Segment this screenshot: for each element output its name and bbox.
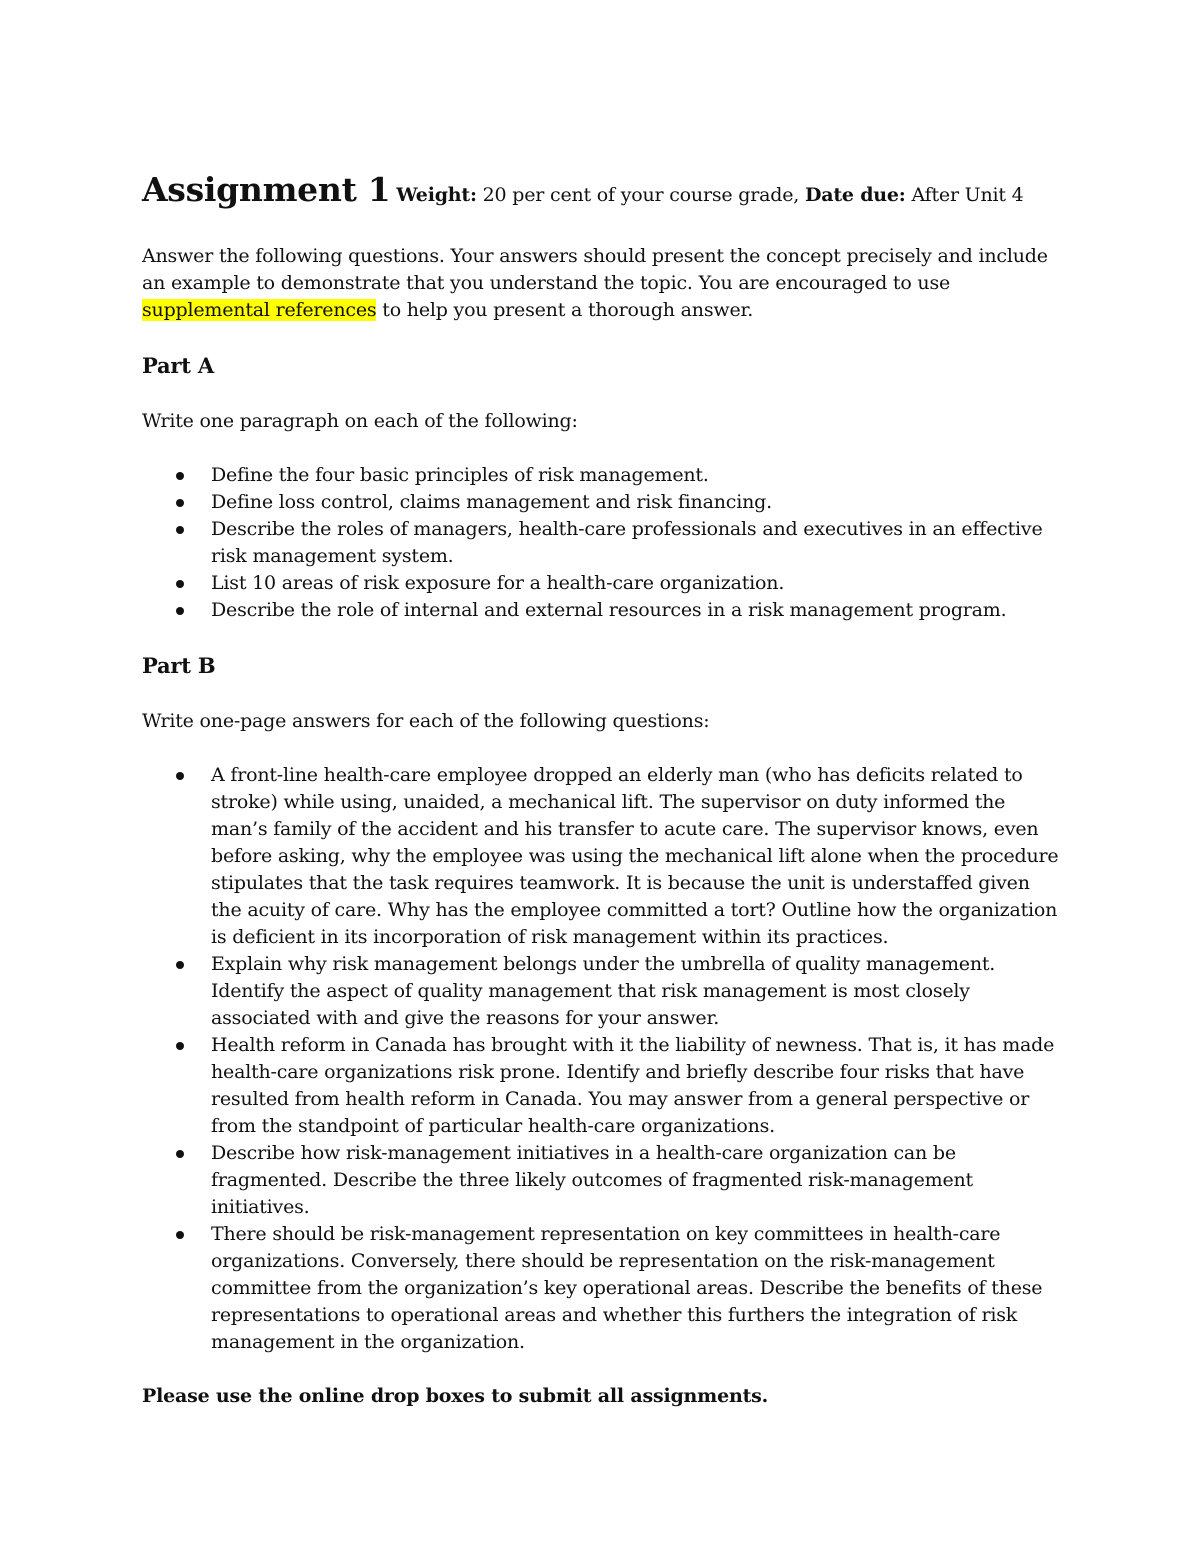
bullet-icon xyxy=(176,1042,184,1050)
list-item-text: Describe the roles of managers, health-care professionals and executives in an effective risk management system. xyxy=(211,518,1043,567)
bullet-icon xyxy=(176,526,184,534)
list-item xyxy=(142,1221,1062,1356)
list-item xyxy=(142,570,1062,597)
list-item xyxy=(142,762,1062,951)
list-item xyxy=(142,462,1062,489)
list-item-text: Describe how risk-management initiatives in a health-care organization can be fragmented. Describe the three likely outcomes of fragmented risk-management initiatives. xyxy=(211,1142,973,1218)
list-item-text: There should be risk-management representation on key committees in health-care organizations. Conversely, there should be representation on the risk-management committee from the organization’s key operational areas. Describe the benefits of these representations to operational areas and whether this furthers the integration of risk management in the organization. xyxy=(211,1223,1043,1353)
bullet-icon xyxy=(176,772,184,780)
list-item-text: Define the four basic principles of risk management. xyxy=(211,464,709,486)
weight-value: 20 per cent of your course grade, xyxy=(482,184,800,206)
list-item xyxy=(142,1140,1062,1221)
intro-text-after: to help you present a thorough answer. xyxy=(382,299,754,321)
list-item-text: Explain why risk management belongs under the umbrella of quality management. Identify the aspect of quality management that risk management is most closely associated with and give the reasons for your answer. xyxy=(211,953,996,1029)
bullet-icon xyxy=(176,580,184,588)
list-item xyxy=(142,1032,1062,1140)
submission-note: Please use the online drop boxes to submit all assignments. xyxy=(142,1385,769,1407)
bullet-icon xyxy=(176,961,184,969)
document-page xyxy=(142,168,1062,1437)
date-due-label: Date due: xyxy=(804,184,906,206)
intro-text-before: Answer the following questions. Your answers should present the concept precisely and include an example to demonstrate that you understand the topic. You are encouraged to use xyxy=(142,245,1048,294)
assignment-header xyxy=(142,168,1062,217)
bullet-icon xyxy=(176,499,184,507)
date-due-value: After Unit 4 xyxy=(911,184,1024,206)
part-a-list xyxy=(142,462,1062,624)
list-item-text: Describe the role of internal and external resources in a risk management program. xyxy=(211,599,1007,621)
list-item-text: Health reform in Canada has brought with it the liability of newness. That is, it has made health-care organizations risk prone. Identify and briefly describe four risks that have resulted from health reform in Canada. You may answer from a general perspective or from the standpoint of particular health-care organizations. xyxy=(211,1034,1055,1137)
assignment-meta xyxy=(396,184,1023,206)
weight-label: Weight: xyxy=(396,184,477,206)
list-item xyxy=(142,489,1062,516)
list-item xyxy=(142,516,1062,570)
bullet-icon xyxy=(176,607,184,615)
list-item-text: List 10 areas of risk exposure for a health-care organization. xyxy=(211,572,785,594)
assignment-title: Assignment 1 xyxy=(142,170,391,209)
list-item-text: Define loss control, claims management and risk financing. xyxy=(211,491,772,513)
list-item xyxy=(142,597,1062,624)
part-a-instruction: Write one paragraph on each of the following: xyxy=(142,410,578,432)
part-b-instruction: Write one-page answers for each of the following questions: xyxy=(142,710,710,732)
list-item-text: A front-line health-care employee dropped an elderly man (who has deficits related to stroke) while using, unaided, a mechanical lift. The supervisor on duty informed the man’s family of the accident and his transfer to acute care. The supervisor knows, even before asking, why the employee was using the mechanical lift alone when the procedure stipulates that the task requires teamwork. It is because the unit is understaffed given the acuity of care. Why has the employee committed a tort? Outline how the organization is deficient in its incorporation of risk management within its practices. xyxy=(211,764,1059,948)
part-b-heading: Part B xyxy=(142,653,216,678)
intro-paragraph xyxy=(142,243,1062,324)
part-b-list xyxy=(142,762,1062,1356)
bullet-icon xyxy=(176,1231,184,1239)
list-item xyxy=(142,951,1062,1032)
bullet-icon xyxy=(176,472,184,480)
highlighted-supplemental-references: supplemental references xyxy=(142,299,377,321)
part-a-heading: Part A xyxy=(142,353,215,378)
bullet-icon xyxy=(176,1150,184,1158)
